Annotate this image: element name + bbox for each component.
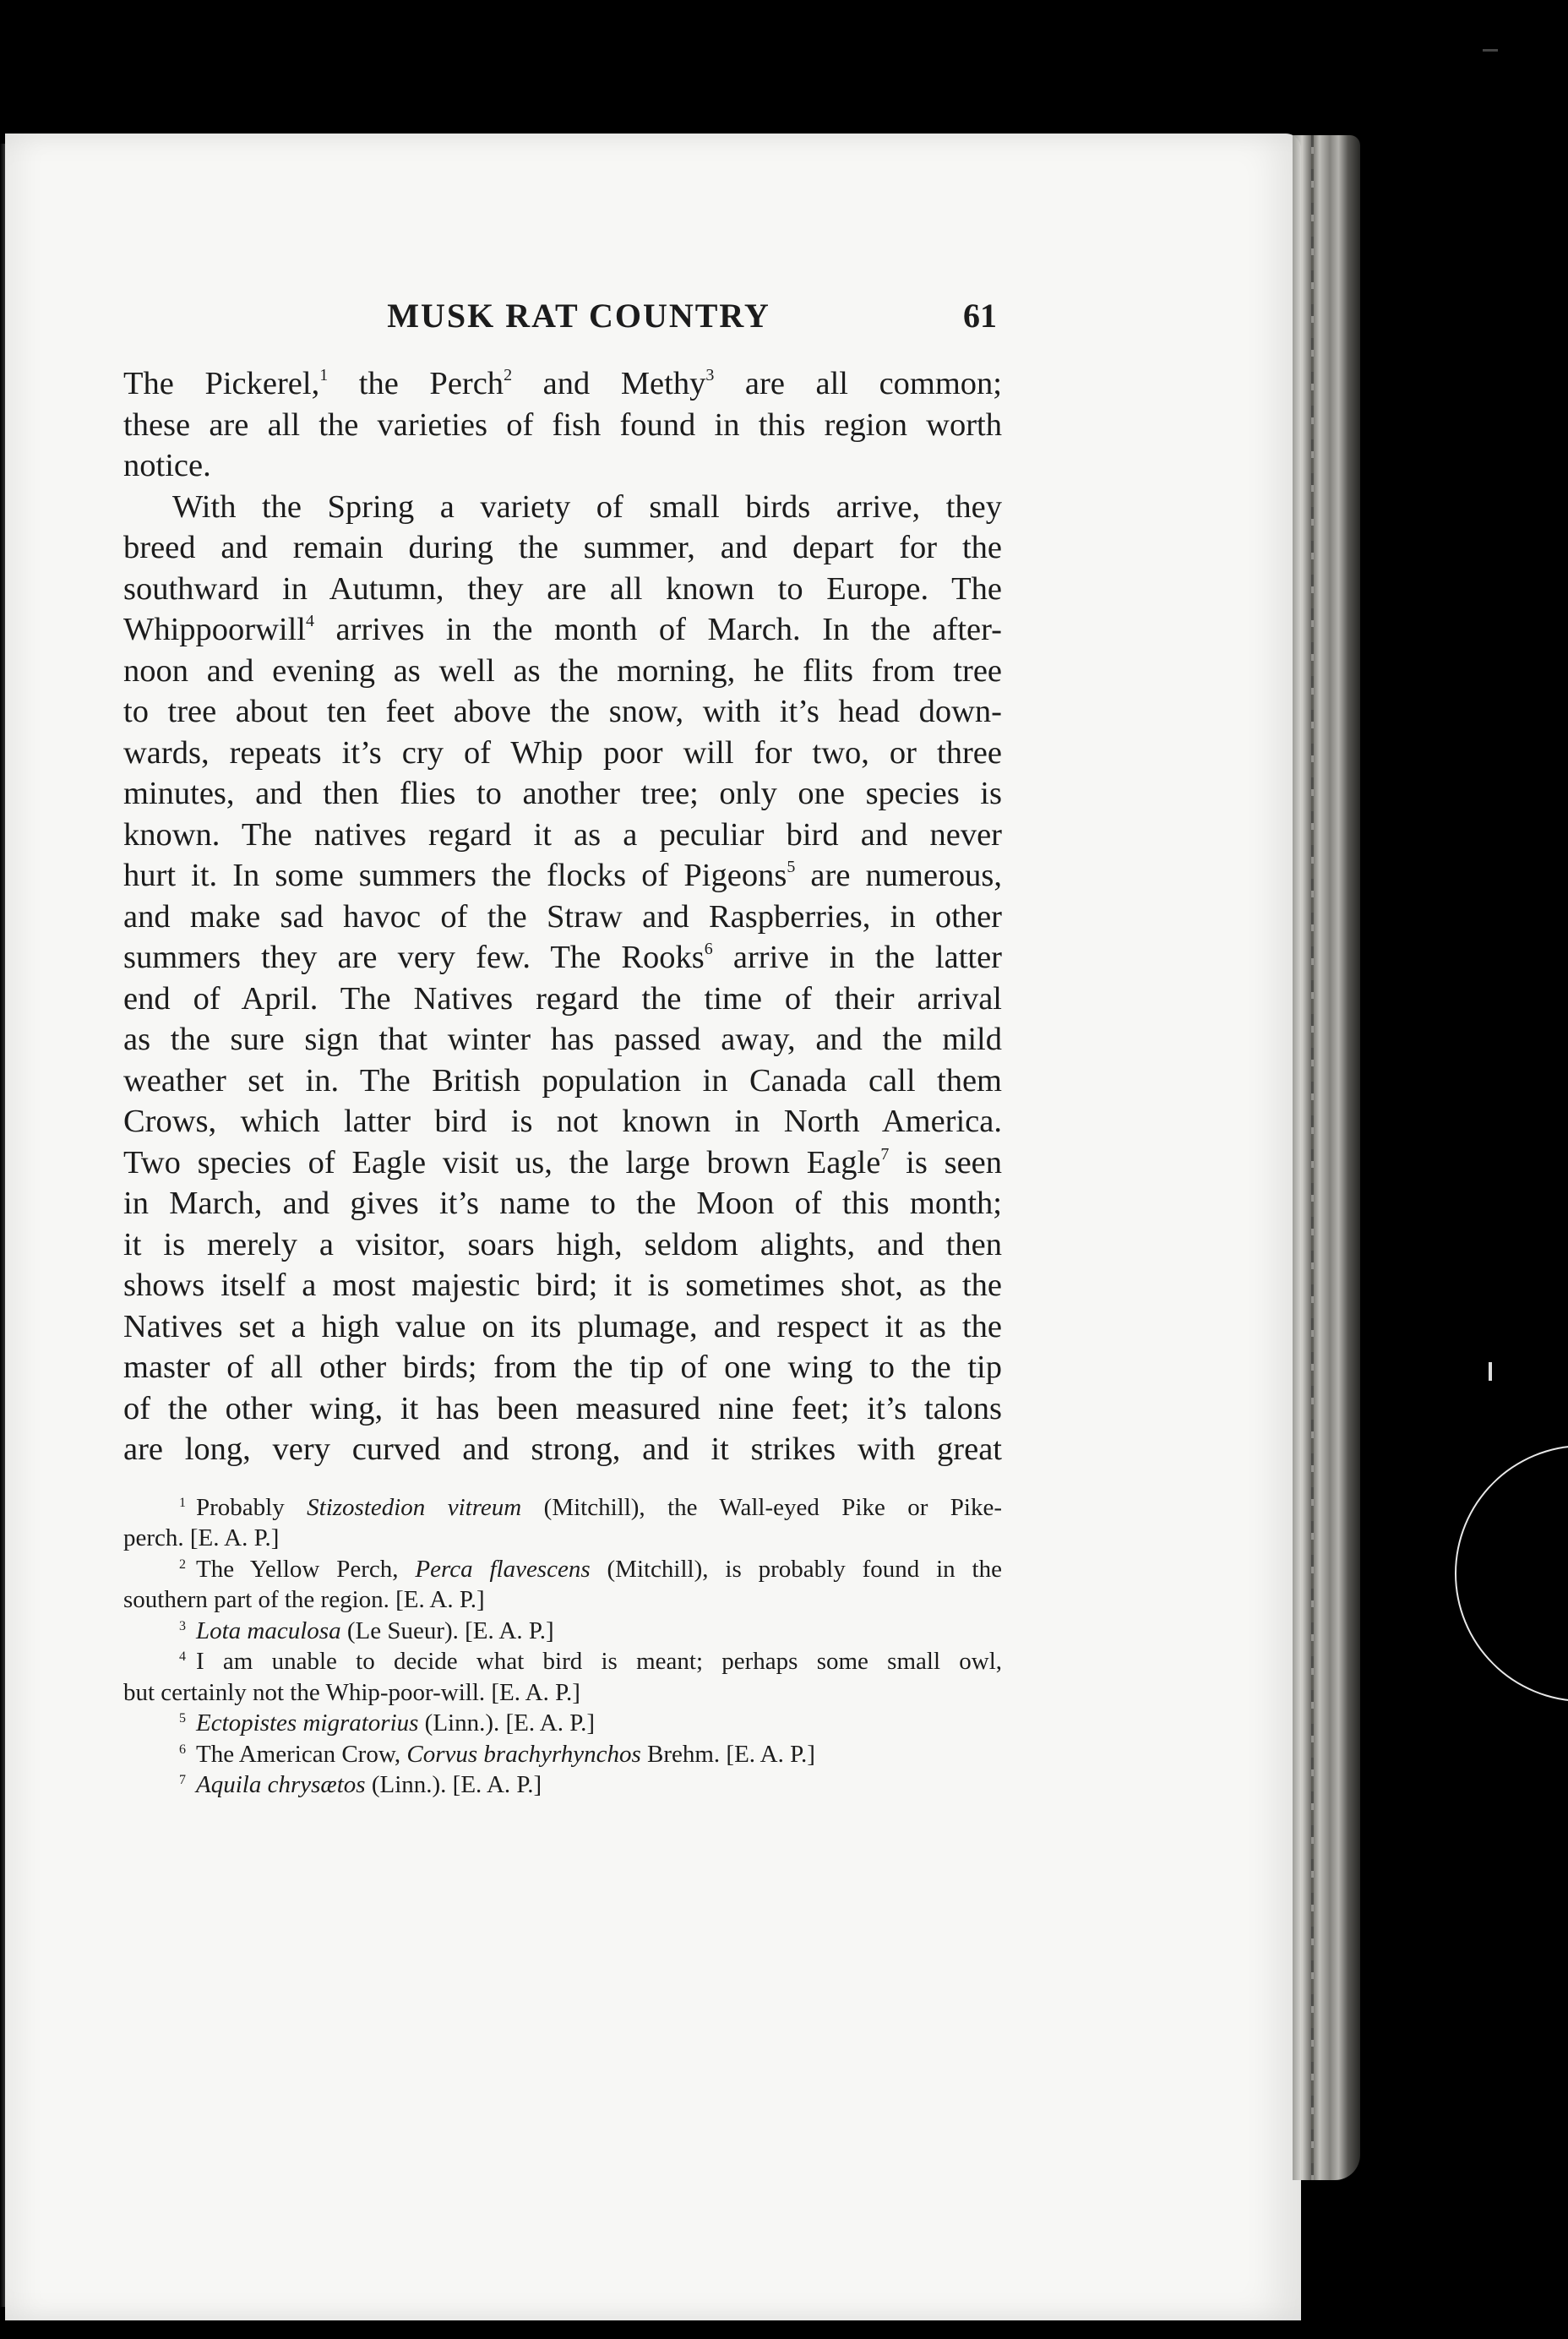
footnote-reference: 2 bbox=[504, 366, 513, 384]
text-line bbox=[123, 937, 1002, 979]
text-line bbox=[123, 1019, 1002, 1060]
text-run: (Le Sueur). [E. A. P.] bbox=[340, 1617, 554, 1644]
italic-name: Ectopistes migratorius bbox=[196, 1709, 419, 1737]
footnote-line bbox=[123, 1739, 1002, 1770]
text-line bbox=[123, 1265, 1002, 1306]
text-run: I am unable to decide what bird is meant; perhaps some small owl, bbox=[196, 1648, 1002, 1675]
background-speck bbox=[1483, 49, 1498, 52]
text-run: are long, very curved and strong, and it strikes with great bbox=[123, 1431, 1002, 1467]
text-line bbox=[123, 1101, 1002, 1142]
text-line bbox=[123, 445, 1002, 487]
text-line bbox=[123, 651, 1002, 692]
text-run: southern part of the region. [E. A. P.] bbox=[123, 1586, 485, 1613]
footnote-line bbox=[123, 1769, 1002, 1801]
page-header bbox=[123, 296, 1002, 355]
text-run: With the Spring a variety of small birds arrive, they bbox=[172, 488, 1002, 525]
text-line bbox=[123, 487, 1002, 528]
text-line bbox=[123, 609, 1002, 651]
text-run: Crows, which latter bird is not known in North America. bbox=[123, 1104, 1002, 1139]
text-run: (Mitchill), the Wall-eyed Pike or Pike- bbox=[521, 1493, 1003, 1521]
footnote-reference: 5 bbox=[787, 858, 796, 876]
text-run: minutes, and then flies to another tree; only one species is bbox=[123, 776, 1002, 811]
text-run: of the other wing, it has been measured nine feet; it’s talons bbox=[123, 1390, 1002, 1426]
footnote-number: 6 bbox=[179, 1742, 186, 1757]
footnote-line bbox=[123, 1492, 1002, 1524]
text-run: The Yellow Perch, bbox=[196, 1555, 416, 1583]
footnote-reference: 4 bbox=[306, 612, 314, 630]
text-line bbox=[123, 1388, 1002, 1430]
italic-name: Corvus brachyrhynchos bbox=[406, 1740, 641, 1768]
text-line bbox=[123, 773, 1002, 815]
italic-name: Stizostedion vitreum bbox=[307, 1493, 522, 1521]
text-run: Brehm. [E. A. P.] bbox=[640, 1740, 815, 1768]
text-run: end of April. The Natives regard the time of their arrival bbox=[123, 980, 1002, 1017]
text-run: perch. [E. A. P.] bbox=[123, 1524, 280, 1551]
running-head: MUSK RAT COUNTRY bbox=[387, 297, 770, 335]
text-run: are all common; bbox=[714, 366, 1002, 401]
text-run: (Linn.). [E. A. P.] bbox=[418, 1709, 596, 1737]
text-line bbox=[123, 569, 1002, 610]
background-arc bbox=[1402, 1392, 1568, 1755]
footnote-number: 1 bbox=[179, 1495, 186, 1510]
footnote-line bbox=[123, 1646, 1002, 1677]
italic-name: Perca flavescens bbox=[415, 1555, 591, 1583]
page-text bbox=[123, 296, 1002, 1801]
footnote-number: 4 bbox=[179, 1649, 186, 1664]
text-run: known. The natives regard it as a peculiar bird and never bbox=[123, 816, 1002, 853]
text-line bbox=[123, 1142, 1002, 1184]
text-run: weather set in. The British population in Canada call them bbox=[123, 1062, 1002, 1099]
footnote-number: 5 bbox=[179, 1711, 186, 1726]
footnote-line bbox=[123, 1584, 1002, 1616]
text-line bbox=[123, 1306, 1002, 1348]
text-run: as the sure sign that winter has passed away, and the mild bbox=[123, 1022, 1002, 1057]
text-run: and Methy bbox=[512, 366, 706, 401]
text-run: but certainly not the Whip-poor-will. [E. A. P.] bbox=[123, 1678, 580, 1706]
text-line bbox=[123, 363, 1002, 405]
text-run: Probably bbox=[196, 1493, 308, 1521]
text-run: The American Crow, bbox=[196, 1740, 407, 1768]
text-line bbox=[123, 855, 1002, 897]
text-run: arrive in the latter bbox=[712, 940, 1002, 975]
text-run: summers they are very few. The Rooks bbox=[123, 940, 705, 975]
text-run: The Pickerel, bbox=[123, 366, 320, 401]
text-run: wards, repeats it’s cry of Whip poor will for two, or three bbox=[123, 734, 1002, 771]
footnote-line bbox=[123, 1554, 1002, 1585]
text-line bbox=[123, 733, 1002, 774]
text-run: is seen bbox=[889, 1144, 1003, 1180]
text-run: noon and evening as well as the morning, he flits from tree bbox=[123, 652, 1002, 689]
text-line bbox=[123, 897, 1002, 938]
text-line bbox=[123, 405, 1002, 446]
text-line bbox=[123, 1224, 1002, 1266]
text-run: the Perch bbox=[328, 366, 504, 401]
text-run: in March, and gives it’s name to the Moon of this month; bbox=[123, 1186, 1002, 1221]
text-line bbox=[123, 1429, 1002, 1470]
text-run: and make sad havoc of the Straw and Raspberries, in other bbox=[123, 898, 1002, 935]
footnotes bbox=[123, 1492, 1002, 1801]
page-block-edge bbox=[1293, 135, 1360, 2180]
footnote-reference: 6 bbox=[704, 940, 713, 958]
background-speck bbox=[1489, 1362, 1492, 1381]
footnote-line bbox=[123, 1708, 1002, 1739]
footnote-number: 3 bbox=[179, 1618, 186, 1633]
italic-name: Aquila chrysætos bbox=[196, 1771, 366, 1798]
text-run: master of all other birds; from the tip of one wing to the tip bbox=[123, 1349, 1002, 1385]
text-line bbox=[123, 1183, 1002, 1224]
footnote-line bbox=[123, 1523, 1002, 1554]
text-run: it is merely a visitor, soars high, seldom alights, and then bbox=[123, 1226, 1002, 1262]
footnote-number: 2 bbox=[179, 1557, 186, 1572]
footnote-line bbox=[123, 1677, 1002, 1709]
footnote-line bbox=[123, 1616, 1002, 1647]
footnote-reference: 7 bbox=[880, 1144, 890, 1164]
footnote-number: 7 bbox=[179, 1773, 186, 1787]
text-run: breed and remain during the summer, and depart for the bbox=[123, 530, 1002, 565]
text-run: Natives set a high value on its plumage, and respect it as the bbox=[123, 1308, 1002, 1344]
text-line bbox=[123, 1347, 1002, 1388]
text-run: arrives in the month of March. In the after- bbox=[314, 612, 1002, 647]
text-run: these are all the varieties of fish found in this region worth bbox=[123, 406, 1002, 443]
footnote-reference: 3 bbox=[705, 366, 715, 384]
text-line bbox=[123, 527, 1002, 569]
text-line bbox=[123, 691, 1002, 733]
text-run: Two species of Eagle visit us, the large brown Eagle bbox=[123, 1144, 881, 1180]
text-run: (Linn.). [E. A. P.] bbox=[365, 1771, 542, 1798]
body-text bbox=[123, 363, 1002, 1470]
text-run: (Mitchill), is probably found in the bbox=[590, 1555, 1002, 1583]
italic-name: Lota maculosa bbox=[196, 1617, 341, 1644]
footnote-reference: 1 bbox=[319, 366, 329, 384]
text-run: to tree about ten feet above the snow, with it’s head down- bbox=[123, 694, 1002, 729]
text-run: Whippoorwill bbox=[123, 612, 306, 647]
text-run: southward in Autumn, they are all known to Europe. The bbox=[123, 570, 1002, 607]
text-line bbox=[123, 979, 1002, 1020]
text-run: are numerous, bbox=[795, 858, 1002, 893]
text-run: shows itself a most majestic bird; it is sometimes shot, as the bbox=[123, 1268, 1002, 1303]
text-line bbox=[123, 815, 1002, 856]
page-number: 61 bbox=[963, 297, 997, 335]
text-line bbox=[123, 1060, 1002, 1102]
text-run: hurt it. In some summers the flocks of Pigeons bbox=[123, 858, 787, 893]
text-run: notice. bbox=[123, 448, 211, 483]
